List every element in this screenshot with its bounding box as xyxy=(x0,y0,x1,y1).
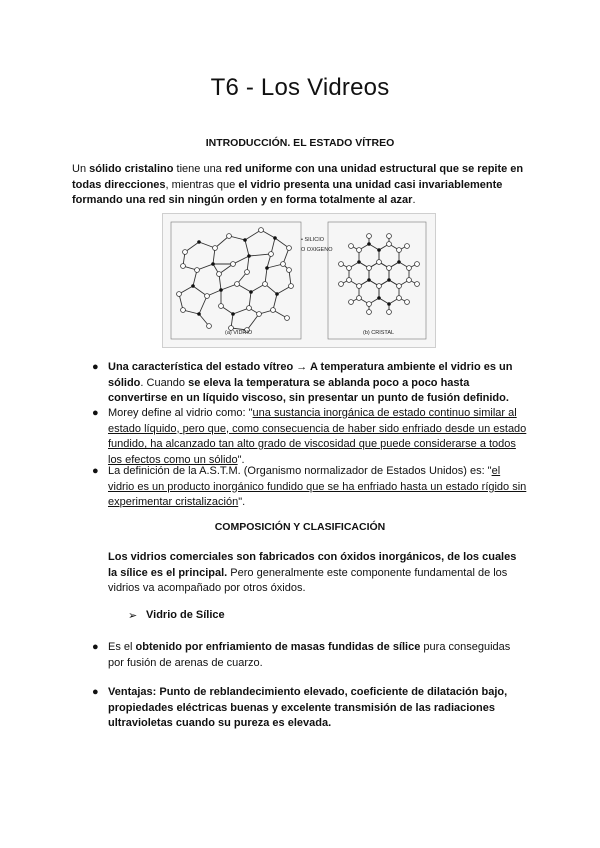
structure-diagram xyxy=(163,214,435,347)
glass-network xyxy=(179,230,291,330)
intro-paragraph: Un sólido cristalino tiene una red uniforme con una unidad estructural que se repite en todas direcciones, mientras que el vidrio presenta una unidad casi invariablemente formando una red sin ningún orden y en forma totalmente al azar. xyxy=(72,163,524,206)
bullet-dot: ● xyxy=(92,407,99,419)
caption-crystal: (b) CRISTAL xyxy=(363,330,395,336)
arrow-bullet-icon: ➢ xyxy=(128,610,138,622)
bullet-item-morey: Morey define al vidrio como: "una sustancia inorgánica de estado continuo similar al estado líquido, pero que, como consecuencia de haber sido enfriado desde un estado fundido, ha alcanzado tan alto grado de viscosidad que puede considerarse a todos los efectos como un sólido". xyxy=(108,407,527,466)
crystal-silicon-atoms xyxy=(357,242,401,306)
legend-silicio: • SILICIO xyxy=(301,237,325,243)
bullet-item-ventajas: Ventajas: Punto de reblandecimiento elevado, coeficiente de dilatación bajo, propiedades eléctricas buenas y excelente transmisión de las radiaciones ultravioletas cuando su pureza es elevada. xyxy=(108,686,508,729)
structure-figure xyxy=(162,213,436,348)
caption-glass: (a) VIDRIO xyxy=(225,330,253,336)
subheading-vidrio-silice: Vidrio de Sílice xyxy=(146,609,225,621)
bullet-dot: ● xyxy=(92,641,99,653)
bullet-dot: ● xyxy=(92,465,99,477)
composition-paragraph: Los vidrios comerciales son fabricados con óxidos inorgánicos, de los cuales la sílice es el principal. Pero generalmente este componente fundamental de los vidrios va acompañado por otros óxidos. xyxy=(108,551,517,594)
page-title: T6 - Los Vidreos xyxy=(210,74,390,101)
crystal-oxygen-atoms xyxy=(339,234,420,315)
bullet-item-obtenido: Es el obtenido por enfriamiento de masas fundidas de sílice pura conseguidas por fusión de arenas de cuarzo. xyxy=(108,641,511,669)
legend-oxigeno: O OXIGENO xyxy=(301,247,333,253)
section-heading-composition: COMPOSICIÓN Y CLASIFICACIÓN xyxy=(214,521,386,533)
legend xyxy=(301,237,333,253)
bullet-item-characteristic: Una característica del estado vítreo → A temperatura ambiente el vidrio es un sólido. Cuando se eleva la temperatura se ablanda poco a poco hasta convertirse en un líquido viscoso, sin presentar un punto de fusión definido. xyxy=(108,361,513,404)
bullet-dot: ● xyxy=(92,686,99,698)
bullet-dot: ● xyxy=(92,361,99,373)
bullet-item-astm: La definición de la A.S.T.M. (Organismo normalizador de Estados Unidos) es: "el vidrio es un producto inorgánico fundido que se ha enfriado hasta un estado rígido sin experimentar cristalización". xyxy=(108,465,527,508)
section-heading-intro: INTRODUCCIÓN. EL ESTADO VÍTREO xyxy=(205,137,395,149)
